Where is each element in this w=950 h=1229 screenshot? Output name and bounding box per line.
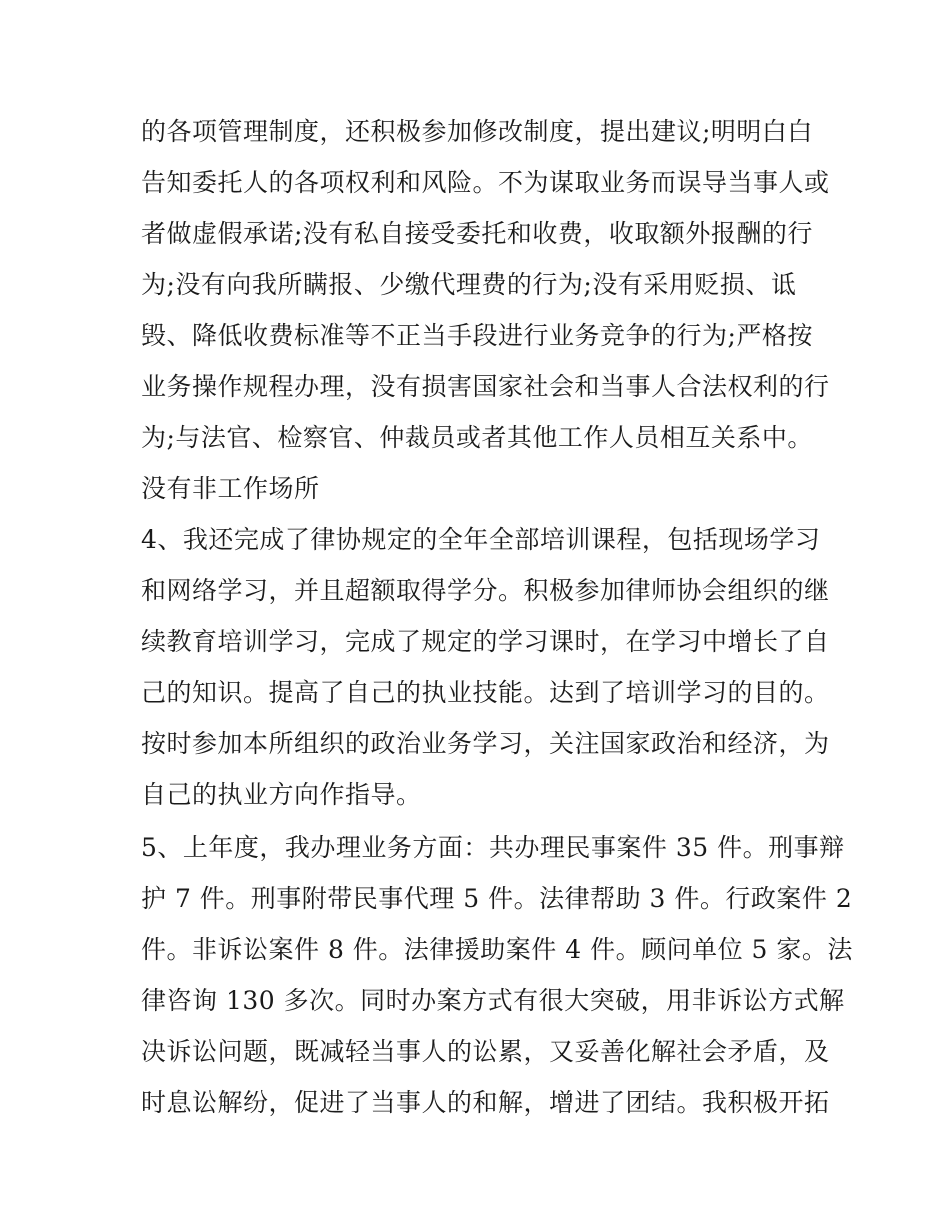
text-line: 按时参加本所组织的政治业务学习，关注国家政治和经济，为 bbox=[141, 729, 830, 758]
text-line: 和网络学习，并且超额取得学分。积极参加律师协会组织的继 bbox=[141, 576, 830, 605]
text-line: 时息讼解纷，促进了当事人的和解，增进了团结。我积极开拓 bbox=[141, 1088, 830, 1117]
document-body bbox=[141, 106, 853, 1128]
text-line: 决诉讼问题，既减轻当事人的讼累，又妥善化解社会矛盾，及 bbox=[141, 1037, 830, 1066]
text-line: 为;没有向我所瞒报、少缴代理费的行为;没有采用贬损、诋 bbox=[141, 270, 797, 299]
text-line: 业务操作规程办理，没有损害国家社会和当事人合法权利的行 bbox=[141, 372, 830, 401]
text-line: 没有非工作场所 bbox=[141, 474, 320, 503]
text-line: 告知委托人的各项权利和风险。不为谋取业务而误导当事人或 bbox=[141, 168, 830, 197]
text-line: 为;与法官、检察官、仲裁员或者其他工作人员相互关系中。 bbox=[141, 423, 813, 452]
text-line: 续教育培训学习，完成了规定的学习课时，在学习中增长了自 bbox=[141, 627, 830, 656]
paragraph-4-start: 4、我还完成了律协规定的全年全部培训课程，包括现场学习 bbox=[141, 525, 821, 554]
text-line: 的各项管理制度，还积极参加修改制度，提出建议;明明白白 bbox=[141, 117, 813, 146]
text-line: 护 7 件。刑事附带民事代理 5 件。法律帮助 3 件。行政案件 2 bbox=[141, 884, 853, 913]
text-line: 件。非诉讼案件 8 件。法律援助案件 4 件。顾问单位 5 家。法 bbox=[141, 935, 853, 964]
paragraph-5-start: 5、上年度，我办理业务方面：共办理民事案件 35 件。刑事辩 bbox=[141, 833, 845, 862]
text-line: 者做虚假承诺;没有私自接受委托和收费，收取额外报酬的行 bbox=[141, 219, 813, 248]
text-line: 律咨询 130 多次。同时办案方式有很大突破，用非诉讼方式解 bbox=[141, 986, 845, 1015]
text-line: 己的知识。提高了自己的执业技能。达到了培训学习的目的。 bbox=[141, 678, 830, 707]
text-line: 自己的执业方向作指导。 bbox=[141, 780, 422, 809]
text-line: 毁、降低收费标准等不正当手段进行业务竞争的行为;严格按 bbox=[141, 321, 813, 350]
